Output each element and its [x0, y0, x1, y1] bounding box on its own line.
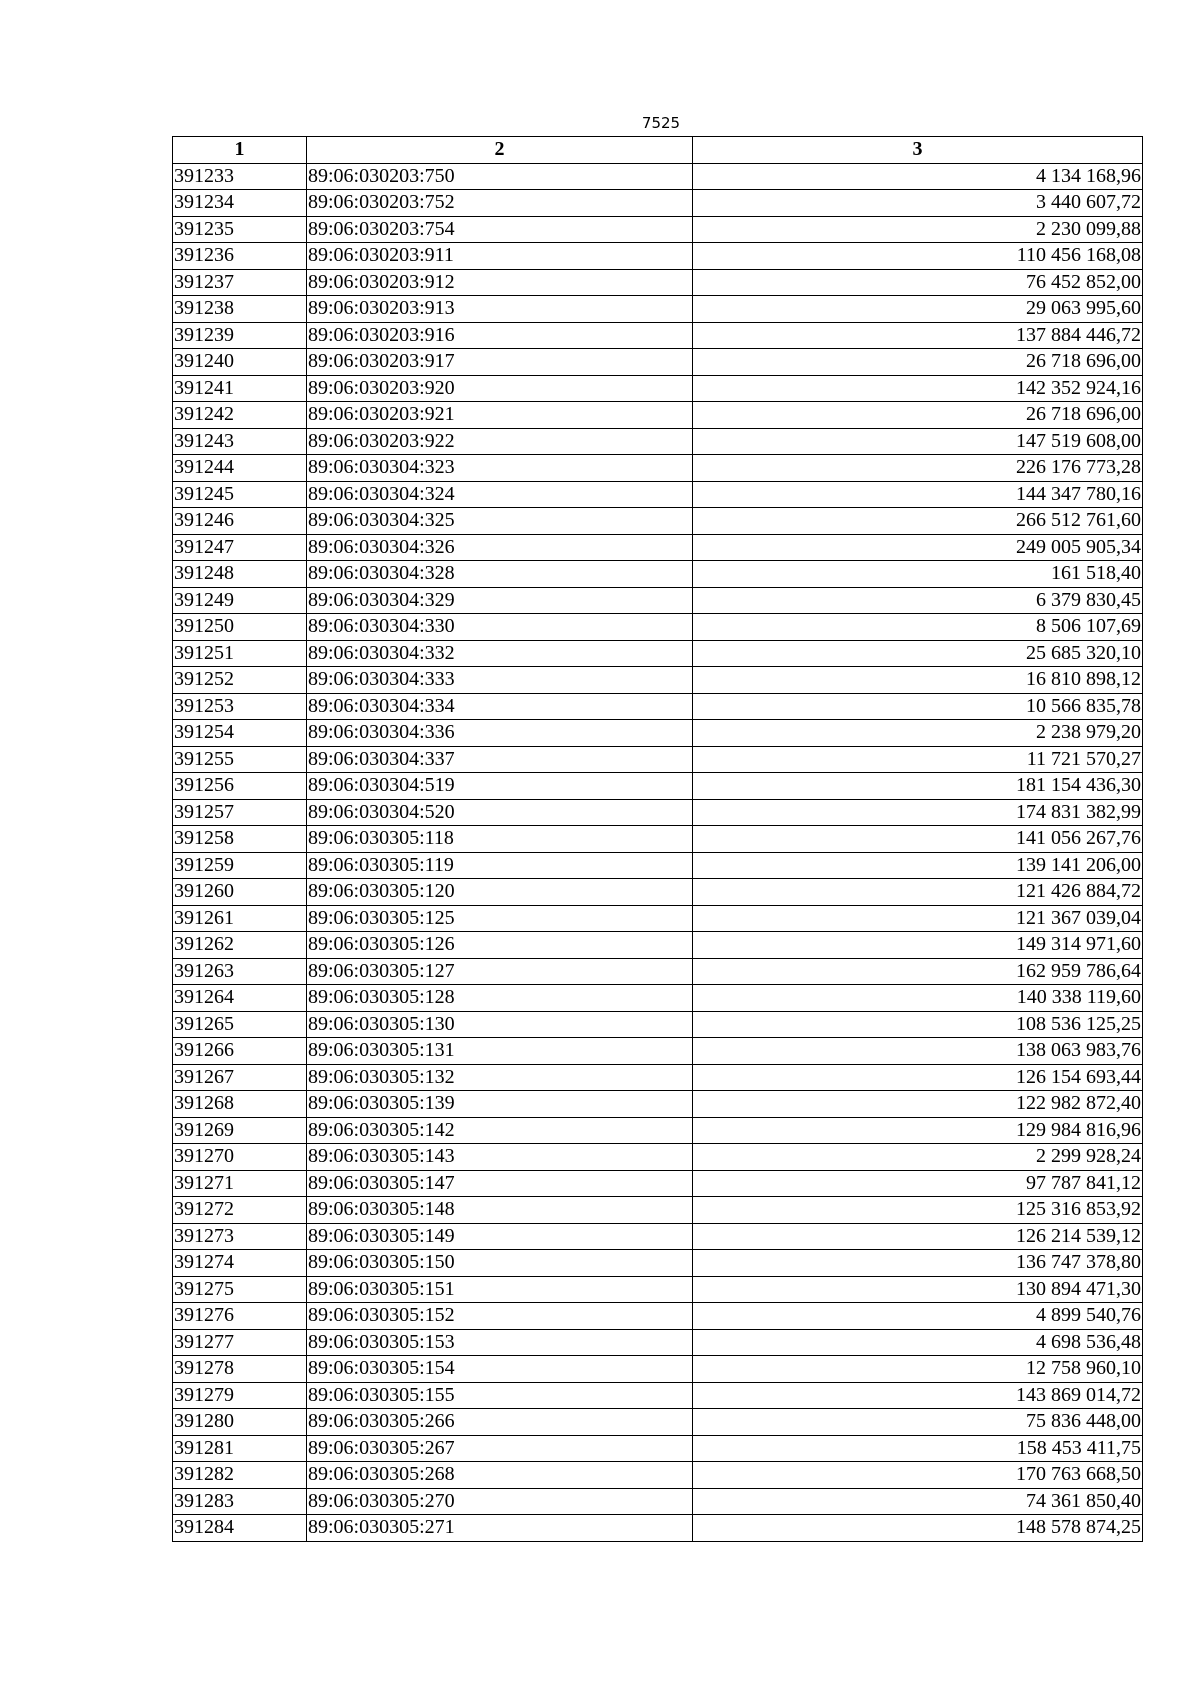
- value-cell: 126 214 539,12: [693, 1223, 1143, 1250]
- table-row: [173, 905, 1143, 932]
- cadastral-number-cell: 89:06:030305:139: [307, 1091, 693, 1118]
- row-number-cell: 391269: [173, 1117, 307, 1144]
- row-number-cell: 391268: [173, 1091, 307, 1118]
- cadastral-number-cell: 89:06:030305:149: [307, 1223, 693, 1250]
- cadastral-number-cell: 89:06:030304:336: [307, 720, 693, 747]
- table-row: [173, 958, 1143, 985]
- row-number-cell: 391243: [173, 428, 307, 455]
- cadastral-number-cell: 89:06:030305:132: [307, 1064, 693, 1091]
- column-header-2: 2: [307, 137, 693, 164]
- value-cell: 226 176 773,28: [693, 455, 1143, 482]
- table-row: [173, 375, 1143, 402]
- value-cell: 158 453 411,75: [693, 1435, 1143, 1462]
- table-row: [173, 428, 1143, 455]
- table-row: [173, 190, 1143, 217]
- row-number-cell: 391252: [173, 667, 307, 694]
- table-row: [173, 1117, 1143, 1144]
- cadastral-number-cell: 89:06:030203:911: [307, 243, 693, 270]
- value-cell: 149 314 971,60: [693, 932, 1143, 959]
- cadastral-number-cell: 89:06:030305:154: [307, 1356, 693, 1383]
- value-cell: 3 440 607,72: [693, 190, 1143, 217]
- cadastral-number-cell: 89:06:030305:128: [307, 985, 693, 1012]
- table-row: [173, 1515, 1143, 1542]
- cadastral-number-cell: 89:06:030203:750: [307, 163, 693, 190]
- cadastral-number-cell: 89:06:030305:271: [307, 1515, 693, 1542]
- cadastral-number-cell: 89:06:030305:266: [307, 1409, 693, 1436]
- table-row: [173, 1303, 1143, 1330]
- cadastral-number-cell: 89:06:030305:143: [307, 1144, 693, 1171]
- value-cell: 162 959 786,64: [693, 958, 1143, 985]
- row-number-cell: 391282: [173, 1462, 307, 1489]
- value-cell: 144 347 780,16: [693, 481, 1143, 508]
- value-cell: 141 056 267,76: [693, 826, 1143, 853]
- cadastral-number-cell: 89:06:030304:329: [307, 587, 693, 614]
- value-cell: 29 063 995,60: [693, 296, 1143, 323]
- row-number-cell: 391242: [173, 402, 307, 429]
- cadastral-value-table: [172, 136, 1143, 1542]
- table-row: [173, 1091, 1143, 1118]
- table-row: [173, 243, 1143, 270]
- row-number-cell: 391240: [173, 349, 307, 376]
- table-row: [173, 720, 1143, 747]
- table-row: [173, 667, 1143, 694]
- value-cell: 97 787 841,12: [693, 1170, 1143, 1197]
- cadastral-number-cell: 89:06:030304:520: [307, 799, 693, 826]
- table-row: [173, 640, 1143, 667]
- value-cell: 8 506 107,69: [693, 614, 1143, 641]
- row-number-cell: 391244: [173, 455, 307, 482]
- value-cell: 74 361 850,40: [693, 1488, 1143, 1515]
- row-number-cell: 391272: [173, 1197, 307, 1224]
- cadastral-number-cell: 89:06:030305:147: [307, 1170, 693, 1197]
- cadastral-number-cell: 89:06:030305:120: [307, 879, 693, 906]
- row-number-cell: 391266: [173, 1038, 307, 1065]
- row-number-cell: 391245: [173, 481, 307, 508]
- row-number-cell: 391234: [173, 190, 307, 217]
- table-row: [173, 1170, 1143, 1197]
- value-cell: 138 063 983,76: [693, 1038, 1143, 1065]
- row-number-cell: 391275: [173, 1276, 307, 1303]
- row-number-cell: 391233: [173, 163, 307, 190]
- value-cell: 148 578 874,25: [693, 1515, 1143, 1542]
- cadastral-number-cell: 89:06:030203:912: [307, 269, 693, 296]
- table-row: [173, 1223, 1143, 1250]
- cadastral-number-cell: 89:06:030304:325: [307, 508, 693, 535]
- value-cell: 4 899 540,76: [693, 1303, 1143, 1330]
- row-number-cell: 391250: [173, 614, 307, 641]
- value-cell: 174 831 382,99: [693, 799, 1143, 826]
- value-cell: 129 984 816,96: [693, 1117, 1143, 1144]
- row-number-cell: 391246: [173, 508, 307, 535]
- table-row: [173, 879, 1143, 906]
- value-cell: 108 536 125,25: [693, 1011, 1143, 1038]
- value-cell: 266 512 761,60: [693, 508, 1143, 535]
- row-number-cell: 391283: [173, 1488, 307, 1515]
- cadastral-number-cell: 89:06:030304:323: [307, 455, 693, 482]
- table-row: [173, 852, 1143, 879]
- cadastral-number-cell: 89:06:030305:118: [307, 826, 693, 853]
- value-cell: 181 154 436,30: [693, 773, 1143, 800]
- cadastral-number-cell: 89:06:030305:130: [307, 1011, 693, 1038]
- page-number: 7525: [641, 114, 681, 132]
- table-row: [173, 455, 1143, 482]
- row-number-cell: 391247: [173, 534, 307, 561]
- value-cell: 4 698 536,48: [693, 1329, 1143, 1356]
- row-number-cell: 391261: [173, 905, 307, 932]
- cadastral-number-cell: 89:06:030305:119: [307, 852, 693, 879]
- table-row: [173, 163, 1143, 190]
- value-cell: 125 316 853,92: [693, 1197, 1143, 1224]
- table-row: [173, 1250, 1143, 1277]
- cadastral-number-cell: 89:06:030304:328: [307, 561, 693, 588]
- row-number-cell: 391270: [173, 1144, 307, 1171]
- value-cell: 121 367 039,04: [693, 905, 1143, 932]
- cadastral-number-cell: 89:06:030304:519: [307, 773, 693, 800]
- value-cell: 249 005 905,34: [693, 534, 1143, 561]
- cadastral-number-cell: 89:06:030305:126: [307, 932, 693, 959]
- row-number-cell: 391238: [173, 296, 307, 323]
- cadastral-number-cell: 89:06:030203:917: [307, 349, 693, 376]
- value-cell: 142 352 924,16: [693, 375, 1143, 402]
- cadastral-number-cell: 89:06:030305:131: [307, 1038, 693, 1065]
- row-number-cell: 391267: [173, 1064, 307, 1091]
- table-row: [173, 1011, 1143, 1038]
- column-header-1: 1: [173, 137, 307, 164]
- value-cell: 10 566 835,78: [693, 693, 1143, 720]
- cadastral-number-cell: 89:06:030305:152: [307, 1303, 693, 1330]
- table-row: [173, 693, 1143, 720]
- row-number-cell: 391254: [173, 720, 307, 747]
- value-cell: 2 238 979,20: [693, 720, 1143, 747]
- table-row: [173, 932, 1143, 959]
- cadastral-number-cell: 89:06:030304:332: [307, 640, 693, 667]
- table-row: [173, 587, 1143, 614]
- value-cell: 25 685 320,10: [693, 640, 1143, 667]
- row-number-cell: 391265: [173, 1011, 307, 1038]
- row-number-cell: 391277: [173, 1329, 307, 1356]
- row-number-cell: 391259: [173, 852, 307, 879]
- cadastral-number-cell: 89:06:030203:754: [307, 216, 693, 243]
- value-cell: 11 721 570,27: [693, 746, 1143, 773]
- table-row: [173, 985, 1143, 1012]
- cadastral-number-cell: 89:06:030304:330: [307, 614, 693, 641]
- row-number-cell: 391260: [173, 879, 307, 906]
- row-number-cell: 391276: [173, 1303, 307, 1330]
- cadastral-number-cell: 89:06:030305:125: [307, 905, 693, 932]
- table-row: [173, 1276, 1143, 1303]
- row-number-cell: 391258: [173, 826, 307, 853]
- table-row: [173, 1064, 1143, 1091]
- value-cell: 140 338 119,60: [693, 985, 1143, 1012]
- row-number-cell: 391281: [173, 1435, 307, 1462]
- value-cell: 147 519 608,00: [693, 428, 1143, 455]
- cadastral-number-cell: 89:06:030304:334: [307, 693, 693, 720]
- row-number-cell: 391257: [173, 799, 307, 826]
- value-cell: 137 884 446,72: [693, 322, 1143, 349]
- value-cell: 26 718 696,00: [693, 349, 1143, 376]
- row-number-cell: 391284: [173, 1515, 307, 1542]
- row-number-cell: 391273: [173, 1223, 307, 1250]
- value-cell: 76 452 852,00: [693, 269, 1143, 296]
- cadastral-number-cell: 89:06:030203:922: [307, 428, 693, 455]
- table-row: [173, 269, 1143, 296]
- cadastral-number-cell: 89:06:030305:153: [307, 1329, 693, 1356]
- table-row: [173, 799, 1143, 826]
- row-number-cell: 391241: [173, 375, 307, 402]
- cadastral-number-cell: 89:06:030203:916: [307, 322, 693, 349]
- table-body: [173, 163, 1143, 1541]
- row-number-cell: 391249: [173, 587, 307, 614]
- row-number-cell: 391253: [173, 693, 307, 720]
- table-row: [173, 1038, 1143, 1065]
- table-row: [173, 1329, 1143, 1356]
- value-cell: 4 134 168,96: [693, 163, 1143, 190]
- table-row: [173, 322, 1143, 349]
- value-cell: 170 763 668,50: [693, 1462, 1143, 1489]
- value-cell: 2 230 099,88: [693, 216, 1143, 243]
- cadastral-number-cell: 89:06:030305:150: [307, 1250, 693, 1277]
- cadastral-number-cell: 89:06:030305:270: [307, 1488, 693, 1515]
- cadastral-number-cell: 89:06:030305:127: [307, 958, 693, 985]
- table-row: [173, 614, 1143, 641]
- cadastral-number-cell: 89:06:030304:324: [307, 481, 693, 508]
- value-cell: 26 718 696,00: [693, 402, 1143, 429]
- row-number-cell: 391236: [173, 243, 307, 270]
- table-row: [173, 349, 1143, 376]
- cadastral-number-cell: 89:06:030203:920: [307, 375, 693, 402]
- row-number-cell: 391237: [173, 269, 307, 296]
- row-number-cell: 391256: [173, 773, 307, 800]
- row-number-cell: 391264: [173, 985, 307, 1012]
- row-number-cell: 391263: [173, 958, 307, 985]
- row-number-cell: 391235: [173, 216, 307, 243]
- cadastral-number-cell: 89:06:030305:142: [307, 1117, 693, 1144]
- table-row: [173, 216, 1143, 243]
- value-cell: 139 141 206,00: [693, 852, 1143, 879]
- value-cell: 6 379 830,45: [693, 587, 1143, 614]
- cadastral-number-cell: 89:06:030203:752: [307, 190, 693, 217]
- row-number-cell: 391255: [173, 746, 307, 773]
- table-row: [173, 1382, 1143, 1409]
- cadastral-number-cell: 89:06:030304:333: [307, 667, 693, 694]
- table-row: [173, 561, 1143, 588]
- value-cell: 121 426 884,72: [693, 879, 1143, 906]
- cadastral-number-cell: 89:06:030203:913: [307, 296, 693, 323]
- table-row: [173, 773, 1143, 800]
- cadastral-number-cell: 89:06:030305:151: [307, 1276, 693, 1303]
- column-header-3: 3: [693, 137, 1143, 164]
- table-row: [173, 1435, 1143, 1462]
- table-row: [173, 1409, 1143, 1436]
- row-number-cell: 391271: [173, 1170, 307, 1197]
- value-cell: 161 518,40: [693, 561, 1143, 588]
- value-cell: 143 869 014,72: [693, 1382, 1143, 1409]
- cadastral-number-cell: 89:06:030203:921: [307, 402, 693, 429]
- table-row: [173, 826, 1143, 853]
- header-row: [173, 137, 1143, 164]
- row-number-cell: 391279: [173, 1382, 307, 1409]
- value-cell: 2 299 928,24: [693, 1144, 1143, 1171]
- row-number-cell: 391280: [173, 1409, 307, 1436]
- cadastral-number-cell: 89:06:030305:268: [307, 1462, 693, 1489]
- cadastral-number-cell: 89:06:030305:155: [307, 1382, 693, 1409]
- table-row: [173, 1462, 1143, 1489]
- value-cell: 136 747 378,80: [693, 1250, 1143, 1277]
- row-number-cell: 391278: [173, 1356, 307, 1383]
- row-number-cell: 391262: [173, 932, 307, 959]
- table-row: [173, 534, 1143, 561]
- row-number-cell: 391251: [173, 640, 307, 667]
- value-cell: 130 894 471,30: [693, 1276, 1143, 1303]
- value-cell: 110 456 168,08: [693, 243, 1143, 270]
- table-row: [173, 402, 1143, 429]
- row-number-cell: 391239: [173, 322, 307, 349]
- table-row: [173, 508, 1143, 535]
- table-row: [173, 296, 1143, 323]
- table-row: [173, 1488, 1143, 1515]
- row-number-cell: 391248: [173, 561, 307, 588]
- table-row: [173, 1197, 1143, 1224]
- value-cell: 16 810 898,12: [693, 667, 1143, 694]
- cadastral-number-cell: 89:06:030304:337: [307, 746, 693, 773]
- value-cell: 75 836 448,00: [693, 1409, 1143, 1436]
- cadastral-number-cell: 89:06:030305:267: [307, 1435, 693, 1462]
- row-number-cell: 391274: [173, 1250, 307, 1277]
- table-row: [173, 746, 1143, 773]
- table-row: [173, 1356, 1143, 1383]
- value-cell: 12 758 960,10: [693, 1356, 1143, 1383]
- value-cell: 122 982 872,40: [693, 1091, 1143, 1118]
- cadastral-number-cell: 89:06:030304:326: [307, 534, 693, 561]
- table-row: [173, 1144, 1143, 1171]
- table-row: [173, 481, 1143, 508]
- value-cell: 126 154 693,44: [693, 1064, 1143, 1091]
- cadastral-number-cell: 89:06:030305:148: [307, 1197, 693, 1224]
